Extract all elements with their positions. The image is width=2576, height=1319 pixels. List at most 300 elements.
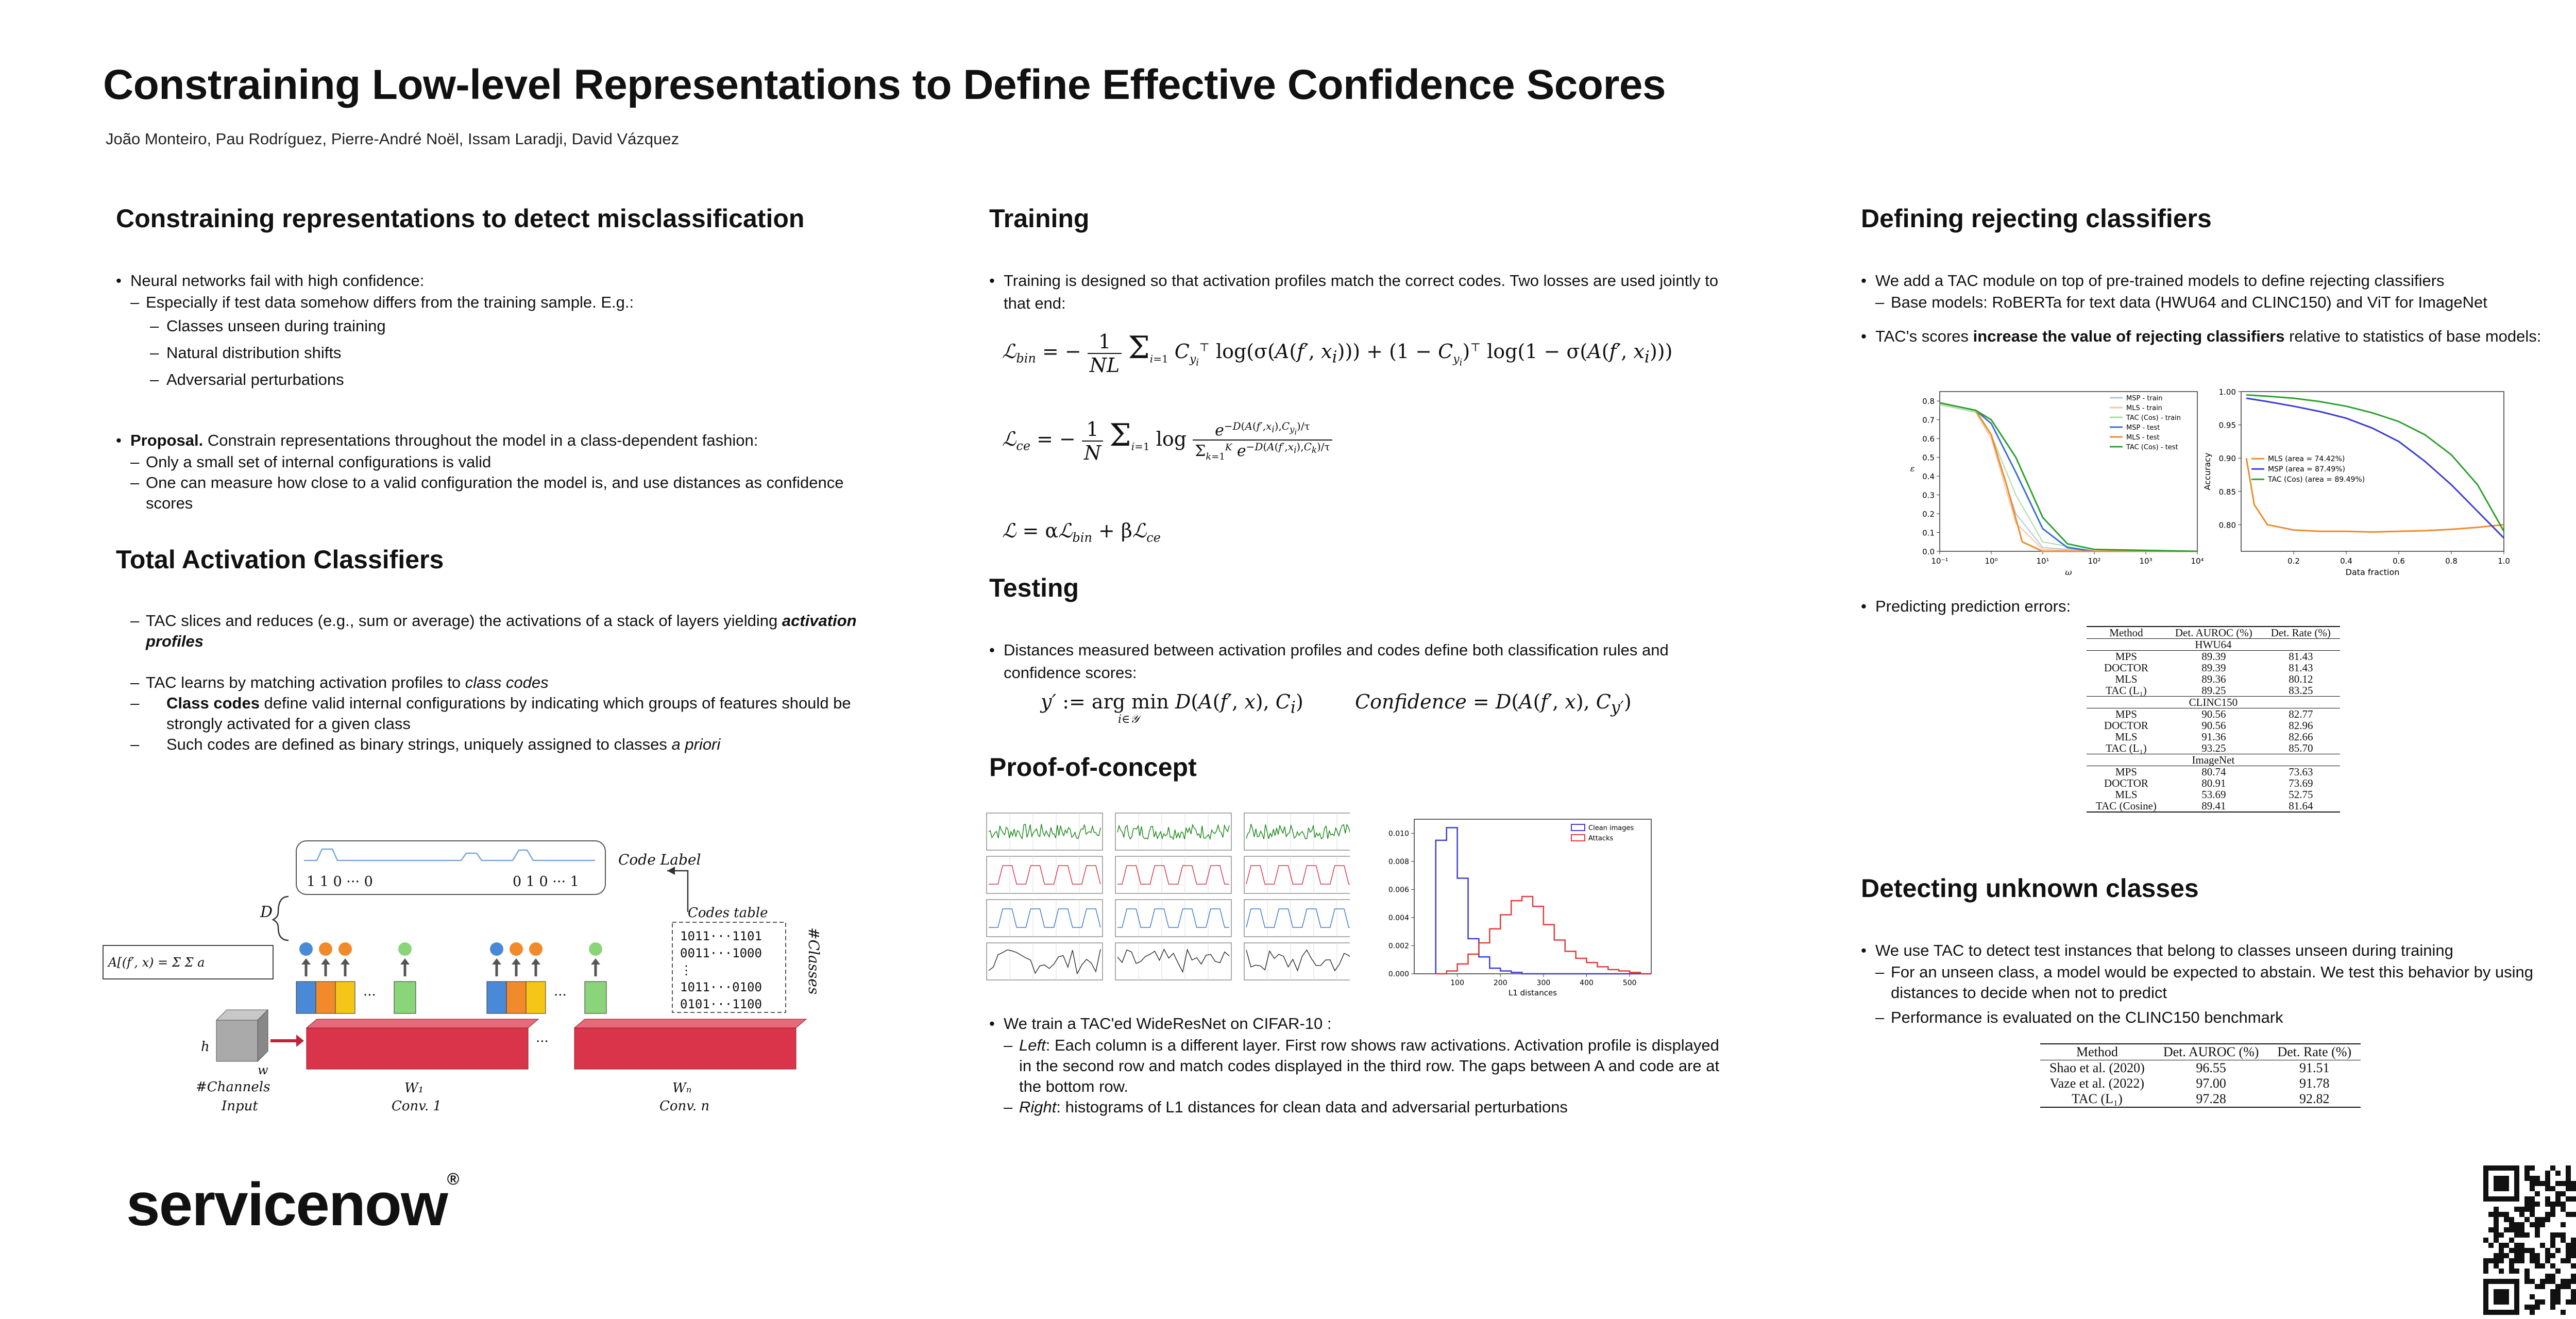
chart-a-legend-label: TAC (Cos) - train <box>2126 414 2181 422</box>
chart-b-xtick-label: 0.2 <box>2287 556 2300 566</box>
bullet-unseen-classes: – Classes unseen during training <box>116 313 863 340</box>
slice-1-3 <box>335 982 355 1013</box>
qr-module <box>2519 1207 2524 1212</box>
qr-module <box>2571 1243 2576 1248</box>
qr-module <box>2561 1279 2566 1284</box>
hist-xtick-label: 100 <box>1450 979 1465 987</box>
table1-header: Det. Rate (%) <box>2262 627 2340 639</box>
qr-module <box>2561 1232 2566 1238</box>
neuron-dot <box>510 942 523 956</box>
qr-module <box>2566 1165 2571 1171</box>
slice-n-3 <box>526 982 546 1013</box>
chart-a-xtick-label: 10² <box>2088 556 2101 566</box>
table-cell: DOCTOR <box>2104 777 2148 789</box>
hist-legend-label: Attacks <box>1588 835 1614 842</box>
section-title-training: Training <box>989 204 1090 233</box>
qr-module <box>2555 1284 2561 1289</box>
slice-dots-1: ··· <box>363 988 376 1003</box>
table2-header-row <box>2040 1044 2361 1060</box>
servicenow-logo <box>126 1170 458 1240</box>
qr-module <box>2555 1232 2561 1238</box>
qr-module <box>2561 1310 2566 1315</box>
logo-text: servicenow <box>126 1171 447 1239</box>
table-cell: DOCTOR <box>2104 662 2148 674</box>
slice-1-1 <box>296 982 316 1013</box>
chart-a-legend-label: MLS - train <box>2126 404 2162 412</box>
table-row <box>2087 766 2340 778</box>
hist-ytick-label: 0.006 <box>1388 886 1409 894</box>
code-row: ⋮ <box>680 963 692 977</box>
qr-module <box>2530 1279 2535 1284</box>
qr-module <box>2514 1207 2519 1212</box>
table-cell: 89.41 <box>2201 800 2226 812</box>
qr-module <box>2571 1238 2576 1243</box>
qr-module <box>2540 1181 2545 1186</box>
qr-module <box>2504 1227 2509 1232</box>
qr-module <box>2571 1294 2576 1299</box>
bullet-wideresnet: • We train a TAC'ed WideResNet on CIFAR-10 : <box>989 1012 1721 1035</box>
qr-module <box>2545 1248 2550 1253</box>
qr-module <box>2530 1222 2535 1227</box>
qr-module <box>2494 1238 2499 1243</box>
section-title-unknown: Detecting unknown classes <box>1861 874 2199 903</box>
table-cell: MPS <box>2115 708 2137 720</box>
qr-module <box>2519 1253 2524 1258</box>
table2-header: Method <box>2040 1044 2154 1060</box>
testing-section <box>989 573 1721 684</box>
hist-ytick-label: 0.008 <box>1388 857 1409 866</box>
right-term: Right <box>1019 1098 1057 1116</box>
up-arrow-head <box>492 958 501 965</box>
hist-xlabel: L1 distances <box>1508 988 1557 997</box>
table-cell: 92.82 <box>2299 1091 2330 1106</box>
class-codes-term: class codes <box>465 673 549 691</box>
qr-module <box>2566 1196 2571 1202</box>
qr-module <box>2571 1263 2576 1269</box>
table-cell: 89.39 <box>2201 650 2226 663</box>
qr-module <box>2530 1181 2535 1186</box>
table2-header: Det. AUROC (%) <box>2154 1044 2268 1060</box>
qr-module <box>2509 1222 2514 1227</box>
section-title-testing: Testing <box>989 573 1079 602</box>
hist-legend-label: Clean images <box>1588 824 1634 832</box>
table-cell: 97.00 <box>2196 1076 2226 1091</box>
activation-panel <box>1244 813 1350 850</box>
table-cell: 90.56 <box>2201 719 2226 732</box>
qr-module <box>2555 1269 2561 1274</box>
table-cell: Vaze et al. (2022) <box>2049 1076 2145 1091</box>
section-title-poc: Proof-of-concept <box>989 753 1197 782</box>
equation-confidence: Confidence = D(A(f′, x), $C_{y'}$) <box>1355 690 1632 717</box>
qr-module <box>2488 1258 2494 1263</box>
qr-module <box>2566 1279 2571 1284</box>
qr-module <box>2530 1196 2535 1202</box>
activation-panel <box>987 900 1103 937</box>
qr-module <box>2519 1222 2524 1227</box>
proposal-text: Constrain representations throughout the model in a class-dependent fashion: <box>203 431 758 449</box>
bullet-left-desc <box>989 1035 1721 1097</box>
qr-module <box>2509 1217 2514 1222</box>
hist-series-step <box>1436 827 1651 974</box>
table-cell: 52.75 <box>2289 788 2313 801</box>
qr-module <box>2514 1222 2519 1227</box>
chart-a-ytick-label: 0.1 <box>1922 528 1935 538</box>
qr-module <box>2540 1263 2545 1269</box>
qr-module <box>2483 1258 2488 1263</box>
convn-block <box>574 1028 796 1069</box>
poster-authors: João Monteiro, Pau Rodríguez, Pierre-André Noël, Issam Laradji, David Vázquez <box>106 130 680 148</box>
qr-module <box>2509 1258 2514 1263</box>
qr-module <box>2550 1202 2555 1207</box>
table-row <box>2087 685 2340 697</box>
table-row <box>2087 800 2340 812</box>
conv-dots: ··· <box>536 1034 549 1050</box>
table1-header-row <box>2087 627 2340 639</box>
qr-module <box>2535 1202 2540 1207</box>
table-misclassification <box>2087 626 2340 813</box>
qr-module <box>2504 1217 2509 1222</box>
table-row <box>2087 731 2340 742</box>
qr-module <box>2509 1227 2514 1232</box>
qr-module <box>2566 1212 2571 1217</box>
chart-a-ytick-label: 0.0 <box>1922 547 1935 556</box>
table-row <box>2087 673 2340 685</box>
table-cell: TAC (Cosine) <box>2096 800 2157 812</box>
qr-module <box>2530 1165 2535 1171</box>
codes-arrow <box>667 871 688 912</box>
table-cell: 81.64 <box>2289 800 2313 812</box>
qr-module <box>2550 1299 2555 1305</box>
tac-learns-text: TAC learns by matching activation profiles to <box>146 673 465 691</box>
bullet-tac-learns <box>116 672 863 693</box>
table-cell: 82.66 <box>2289 731 2313 743</box>
bullet-tac-scores <box>1861 325 2576 348</box>
qr-module <box>2494 1212 2499 1217</box>
w-label: w <box>258 1063 268 1077</box>
qr-module <box>2571 1196 2576 1202</box>
classes-label: #Classes <box>805 927 822 995</box>
qr-module <box>2550 1207 2555 1212</box>
input-label: Input <box>222 1098 258 1114</box>
bullet-proposal <box>116 429 863 452</box>
activation-panel <box>1244 856 1350 893</box>
table-cell: 91.51 <box>2299 1060 2330 1075</box>
qr-module <box>2524 1196 2530 1202</box>
qr-module <box>2566 1248 2571 1253</box>
chart-a-ytick-label: 0.3 <box>1922 491 1935 500</box>
qr-module <box>2550 1274 2555 1279</box>
table1-group-name: HWU64 <box>2087 639 2340 651</box>
table-cell: 83.25 <box>2289 684 2313 697</box>
tac-scores-text-a: TAC's scores <box>1875 327 1973 345</box>
chart-b-xtick-label: 1.0 <box>2498 556 2510 566</box>
table1-header: Method <box>2087 627 2166 639</box>
qr-module <box>2483 1238 2488 1243</box>
qr-module <box>2535 1181 2540 1186</box>
chart-a-ytick-label: 0.5 <box>1922 453 1935 463</box>
logo-mark: ® <box>447 1170 459 1188</box>
hist-xtick-label: 300 <box>1536 979 1551 987</box>
activation-panel <box>987 813 1103 850</box>
proposal-bold: Proposal. <box>130 431 204 449</box>
chart-a-ytick-label: 0.6 <box>1922 434 1935 444</box>
chart-a-xtick-label: 10¹ <box>2036 556 2049 566</box>
chart-b-ytick-label: 0.90 <box>2218 454 2236 464</box>
qr-module <box>2566 1299 2571 1305</box>
qr-module <box>2571 1186 2576 1191</box>
qr-module <box>2561 1202 2566 1207</box>
table-cell: TAC (L₁) <box>2072 1091 2123 1106</box>
up-arrow-head <box>591 958 600 965</box>
column-left <box>116 204 863 755</box>
qr-module <box>2514 1232 2519 1238</box>
column-middle <box>989 204 1721 315</box>
qr-module <box>2519 1227 2524 1232</box>
qr-module <box>2530 1207 2535 1212</box>
chart-a-ytick-label: 0.4 <box>1922 472 1935 482</box>
qr-module <box>2499 1232 2504 1238</box>
chart-a-legend-label: MSP - train <box>2126 395 2163 402</box>
bullet-base-models: – Base models: RoBERTa for text data (HWU64 and CLINC150) and ViT for ImageNet <box>1861 292 2576 313</box>
qr-module <box>2545 1253 2550 1258</box>
table-cell: 82.77 <box>2289 708 2313 720</box>
qr-module <box>2514 1227 2519 1232</box>
qr-module <box>2550 1238 2555 1243</box>
qr-module <box>2555 1171 2561 1176</box>
error-curve-chart <box>1901 384 2205 580</box>
binary-strings-text: Such codes are defined as binary strings, uniquely assigned to classes <box>166 735 672 753</box>
hist-xtick-label: 200 <box>1493 979 1507 987</box>
convn-label: Conv. n <box>659 1098 710 1114</box>
qr-module <box>2504 1253 2509 1258</box>
qr-module <box>2514 1243 2519 1248</box>
qr-module <box>2488 1227 2494 1232</box>
chart-b-ytick-label: 0.80 <box>2218 520 2236 530</box>
qr-module <box>2499 1243 2504 1248</box>
qr-module <box>2550 1165 2555 1171</box>
qr-module <box>2494 1217 2499 1222</box>
left-term: Left <box>1019 1036 1046 1054</box>
code-bits-right: 0 1 0 ··· 1 <box>513 874 579 890</box>
qr-module <box>2494 1258 2499 1263</box>
qr-module <box>2514 1258 2519 1263</box>
chart-a-xtick-label: 10³ <box>2139 556 2153 566</box>
poster-title: Constraining Low-level Representations to Define Effective Confidence Scores <box>103 61 1666 108</box>
qr-module <box>2535 1191 2540 1196</box>
table-cell: 81.43 <box>2289 650 2313 663</box>
predicting-errors-text <box>1861 595 2576 618</box>
chart-b-legend-label: MSP (area = 87.49%) <box>2268 465 2346 474</box>
qr-module <box>2540 1284 2545 1289</box>
code-row: 1011···0100 <box>680 980 762 994</box>
table1-group-row <box>2087 639 2340 651</box>
qr-module <box>2509 1263 2514 1269</box>
bullet-test-data: – Especially if test data somehow differs from the training sample. E.g.: <box>116 292 863 313</box>
up-arrow-head <box>531 958 540 965</box>
table-cell: 96.55 <box>2196 1060 2226 1075</box>
table-cell: DOCTOR <box>2104 719 2148 732</box>
convn-block-top <box>574 1019 806 1028</box>
table-cell: 80.12 <box>2289 673 2313 685</box>
table-cell: Shao et al. (2020) <box>2049 1060 2145 1075</box>
qr-module <box>2545 1196 2550 1202</box>
neuron-dot <box>319 942 332 956</box>
poc-bullets <box>989 1012 1721 1118</box>
code-bits-left: 1 1 0 ··· 0 <box>307 874 373 890</box>
qr-module <box>2494 1222 2499 1227</box>
table-unknown <box>2040 1043 2361 1108</box>
results-table-1 <box>2087 626 2340 813</box>
qr-module <box>2524 1248 2530 1253</box>
qr-module <box>2519 1212 2524 1217</box>
table-cell: 53.69 <box>2201 788 2226 801</box>
qr-module <box>2540 1222 2545 1227</box>
qr-module <box>2494 1232 2499 1238</box>
table-cell: MLS <box>2115 788 2138 801</box>
table-cell: 91.78 <box>2299 1076 2330 1091</box>
qr-module <box>2571 1212 2576 1217</box>
qr-module <box>2509 1238 2514 1243</box>
activation-panel <box>1244 900 1350 937</box>
results-table-2 <box>2040 1043 2361 1108</box>
codes-table-title: Codes table <box>688 905 768 921</box>
up-arrow-head <box>400 958 410 965</box>
chart-a-ytick-label: 0.8 <box>1922 397 1935 407</box>
chart-b-legend-label: MLS (area = 74.42%) <box>2268 455 2345 464</box>
table1-group-row <box>2087 754 2340 766</box>
qr-module <box>2524 1165 2530 1171</box>
w1-label: W₁ <box>404 1080 424 1096</box>
table-cell: 82.96 <box>2289 719 2313 732</box>
bullet-right-desc <box>989 1097 1721 1118</box>
table-cell: TAC (L₁) <box>2106 684 2147 697</box>
qr-module <box>2494 1227 2499 1232</box>
chart-a-xlabel: ω <box>2065 567 2072 577</box>
chart-a-ylabel: ε <box>1910 464 1915 474</box>
bullet-natural-shift: – Natural distribution shifts <box>116 340 863 366</box>
neuron-dot <box>589 942 602 956</box>
qr-module <box>2540 1279 2545 1284</box>
qr-module <box>2519 1243 2524 1248</box>
qr-module <box>2535 1232 2540 1238</box>
qr-module <box>2566 1186 2571 1191</box>
table-cell: 85.70 <box>2289 742 2313 754</box>
wn-label: Wₙ <box>672 1080 692 1096</box>
neuron-dot <box>338 942 352 956</box>
qr-module <box>2530 1176 2535 1181</box>
table-row <box>2087 789 2340 800</box>
hist-ytick-label: 0.002 <box>1388 942 1409 951</box>
bullet-class-codes <box>116 693 863 734</box>
poc-section <box>989 752 1721 782</box>
qr-module <box>2555 1289 2561 1294</box>
qr-module <box>2571 1289 2576 1294</box>
qr-module <box>2494 1207 2499 1212</box>
qr-module <box>2550 1263 2555 1269</box>
qr-module <box>2545 1171 2550 1176</box>
bullet-binary-strings <box>116 734 863 755</box>
qr-module <box>2514 1248 2519 1253</box>
qr-module <box>2499 1212 2504 1217</box>
qr-module <box>2571 1181 2576 1186</box>
qr-finder-core <box>2494 1176 2509 1191</box>
qr-module <box>2530 1186 2535 1191</box>
activation-panel <box>987 856 1103 893</box>
chart-a-xtick-label: 10⁰ <box>1985 556 1998 566</box>
activation-profiles-term: activation profiles <box>146 612 857 650</box>
qr-module <box>2535 1222 2540 1227</box>
qr-module <box>2561 1222 2566 1227</box>
qr-module <box>2524 1176 2530 1181</box>
neuron-dot <box>299 942 313 956</box>
chart-a-xtick-label: 10⁻¹ <box>1931 556 1948 566</box>
code-row: 1011···1101 <box>680 929 762 943</box>
qr-module <box>2530 1253 2535 1258</box>
qr-module <box>2545 1279 2550 1284</box>
bullet-tac-module: • We add a TAC module on top of pre-trained models to define rejecting classifiers <box>1861 269 2576 292</box>
activation-formula: A[(f′, x) = Σ Σ a <box>108 955 205 970</box>
qr-module <box>2566 1284 2571 1289</box>
qr-module <box>2530 1294 2535 1299</box>
chart-b-ytick-label: 1.00 <box>2218 387 2236 397</box>
qr-module <box>2524 1217 2530 1222</box>
bullet-distances: • Distances measured between activation profiles and codes define both classification rules and confidence scores: <box>989 639 1721 684</box>
qr-module <box>2499 1269 2504 1274</box>
equation-lbin: ℒ$_{bin}$ = − $\frac{1}{NL}$ $\Sigma_{i=1}$ $C_{y_i}^⊤$ log(σ(A(f′, $x_i))) + (1 - C_{y_i})^⊤$ log(1 − σ(A(f′, $x_i$))) <box>1002 330 1673 377</box>
hist-ytick-label: 0.000 <box>1388 970 1409 978</box>
column-right <box>1861 204 2576 348</box>
qr-module <box>2550 1232 2555 1238</box>
table-cell: 90.56 <box>2201 708 2226 720</box>
qr-module <box>2540 1299 2545 1305</box>
chart-a-xtick-label: 10⁴ <box>2191 556 2204 566</box>
hist-ytick-label: 0.010 <box>1388 830 1409 838</box>
bullet-adversarial: – Adversarial perturbations <box>116 366 863 393</box>
table-cell: 97.28 <box>2196 1091 2226 1106</box>
qr-module <box>2509 1248 2514 1253</box>
qr-module <box>2550 1289 2555 1294</box>
slice-n-2 <box>506 982 526 1013</box>
qr-module <box>2545 1212 2550 1217</box>
qr-module <box>2566 1181 2571 1186</box>
d-label: D <box>260 903 273 921</box>
qr-module <box>2483 1269 2488 1274</box>
bullet-tac-slices <box>116 611 863 652</box>
qr-module <box>2571 1299 2576 1305</box>
table-cell: 73.63 <box>2289 766 2313 778</box>
qr-module <box>2524 1279 2530 1284</box>
conv1-block-top <box>307 1019 538 1028</box>
table-cell: MPS <box>2115 650 2137 663</box>
equation-total-loss: ℒ = αℒ$_{bin}$ + βℒ$_{ce}$ <box>1002 519 1161 545</box>
bullet-nn-fail: • Neural networks fail with high confidence: <box>116 269 863 292</box>
qr-module <box>2499 1253 2504 1258</box>
section-title-tac: Total Activation Classifiers <box>116 545 444 574</box>
qr-code-icon[interactable] <box>2483 1165 2576 1315</box>
hist-legend-swatch <box>1571 824 1585 831</box>
qr-module <box>2530 1202 2535 1207</box>
qr-module <box>2550 1294 2555 1299</box>
qr-module <box>2571 1248 2576 1253</box>
left-desc-text: : Each column is a different layer. First row shows raw activations. Activation profile is displayed in the second row and match codes displayed in the third row. The gaps between A and code are at the bottom row. <box>1019 1036 1720 1095</box>
qr-module <box>2535 1217 2540 1222</box>
tac-scores-text-c: relative to statistics of base models: <box>2284 327 2541 345</box>
qr-module <box>2499 1248 2504 1253</box>
table1-group-row <box>2087 697 2340 708</box>
qr-module <box>2561 1191 2566 1196</box>
qr-module <box>2561 1181 2566 1186</box>
qr-module <box>2561 1284 2566 1289</box>
